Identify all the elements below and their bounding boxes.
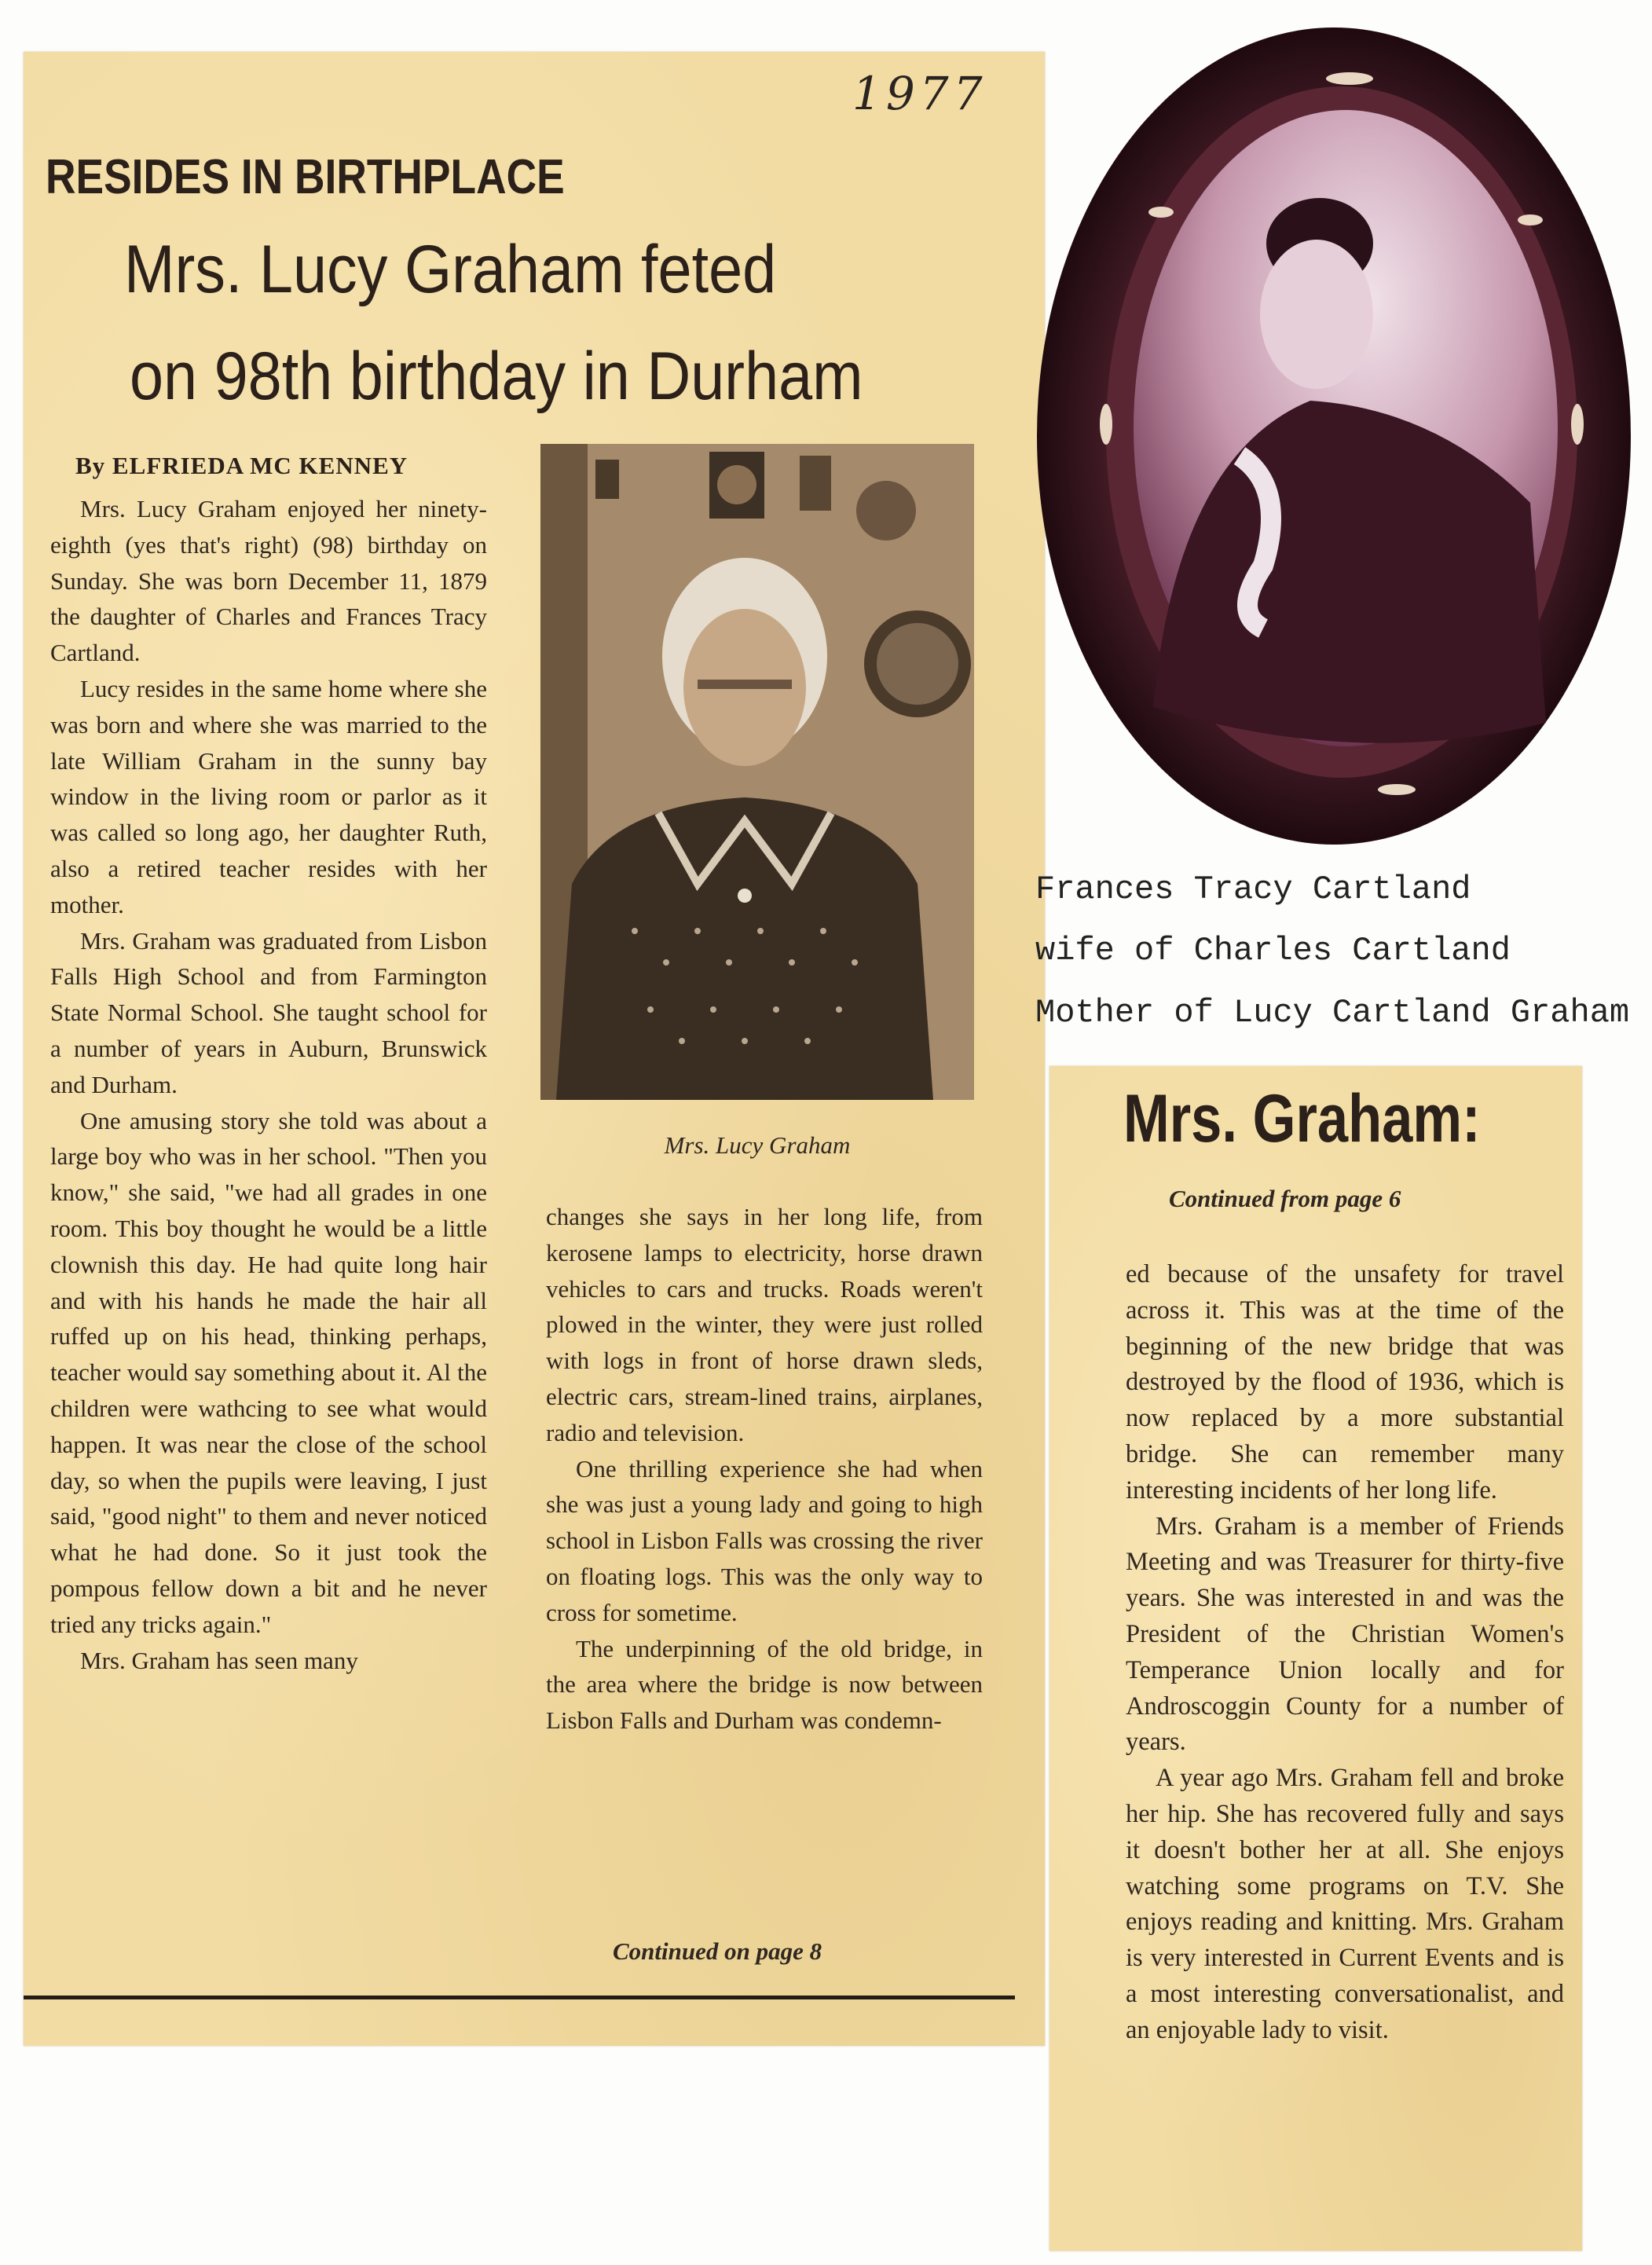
continued-from-note: Continued from page 6 xyxy=(1169,1185,1401,1212)
continued-note: Continued on page 8 xyxy=(613,1937,822,1965)
handwritten-date: 1977 xyxy=(852,67,987,120)
divider-rule xyxy=(24,1996,1015,1999)
kicker-heading: RESIDES IN BIRTHPLACE xyxy=(46,150,565,204)
headline-line-1: Mrs. Lucy Graham feted xyxy=(124,232,777,307)
paragraph: One amusing story she told was about a large boy who was in her school. "Then you know," she said, "we had all grades in one room. This boy thought he would be a little clownish this day. He had quite long hair and with his hands he made the hair all ruffed up on his head, thinking perhaps, teacher would say something about it. Al the children were wathcing to see what would happen. It was near the close of the school day, so when the pupils were leaving, I just said, "good night" to them and never noticed what he had done. So it just took the pompous fellow down a bit and he never tried any tricks again." xyxy=(50,1106,487,1638)
continuation-column xyxy=(1126,1257,1564,2049)
photo-caption: Mrs. Lucy Graham xyxy=(664,1131,851,1159)
paragraph: Mrs. Graham was graduated from Lisbon Falls High School and from Farmington State Normal School. She taught school for a number of years in Auburn, Brunswick and Durham. xyxy=(50,926,487,1098)
photo-lucy-graham xyxy=(540,444,974,1100)
continuation-title: Mrs. Graham: xyxy=(1123,1081,1481,1156)
oval-portrait xyxy=(1027,16,1640,856)
paragraph: changes she says in her long life, from kerosene lamps to electricity, horse drawn vehicles to cars and trucks. Roads weren't plowed in the winter, they were just rolled with logs in front of horse drawn sleds, electric cars, stream-lined trains, airplanes, radio and television. xyxy=(546,1203,983,1446)
article-column-1 xyxy=(50,491,487,1678)
article-column-2 xyxy=(546,1199,983,1739)
portrait-caption-line-2: wife of Charles Cartland xyxy=(1035,932,1511,969)
framed-portrait-image xyxy=(1027,16,1640,856)
paragraph: Lucy resides in the same home where she was born and where she was married to the late William Graham in the sunny bay window in the living room or parlor as it was called so long ago, her daughter Ruth, also a retired teacher resides with her mother. xyxy=(50,674,487,918)
paragraph: Mrs. Lucy Graham enjoyed her ninety-eighth (yes that's right) (98) birthday on Sunday. She was born December 11, 1879 the daughter of Charles and Frances Tracy Cartland. xyxy=(50,495,487,667)
paragraph: A year ago Mrs. Graham fell and broke her hip. She has recovered fully and says it doesn't bother her at all. She enjoys watching some programs on T.V. She enjoys reading and knitting. Mrs. Graham is very interested in Current Events and is a most interesting conversationalist, and an enjoyable lady to visit. xyxy=(1126,1764,1564,2044)
paragraph: The underpinning of the old bridge, in the area where the bridge is now between Lisbon Falls and Durham was condemn- xyxy=(546,1634,983,1735)
paragraph: Mrs. Graham is a member of Friends Meeting and was Treasurer for thirty-five years. She was interested in and was the President of the Christian Women's Temperance Union locally and for Androscoggin County for a number of years. xyxy=(1126,1512,1564,1757)
portrait-caption-line-3: Mother of Lucy Cartland Graham xyxy=(1035,994,1630,1032)
paragraph: One thrilling experience she had when she was just a young lady and going to high school in Lisbon Falls was crossing the river on floating logs. This was the only way to cross for sometime. xyxy=(546,1454,983,1626)
elderly-woman-photo-image xyxy=(540,444,974,1100)
paragraph: Mrs. Graham has seen many xyxy=(80,1646,358,1674)
headline-line-2: on 98th birthday in Durham xyxy=(130,339,863,414)
portrait-caption-line-1: Frances Tracy Cartland xyxy=(1035,870,1471,908)
paragraph: ed because of the unsafety for travel across it. This was at the time of the beginning of the new bridge that was destroyed by the flood of 1936, which is now replaced by a more substantial bridge. She can remember many interesting incidents of her long life. xyxy=(1126,1260,1564,1505)
byline: By ELFRIEDA MC KENNEY xyxy=(75,452,408,479)
